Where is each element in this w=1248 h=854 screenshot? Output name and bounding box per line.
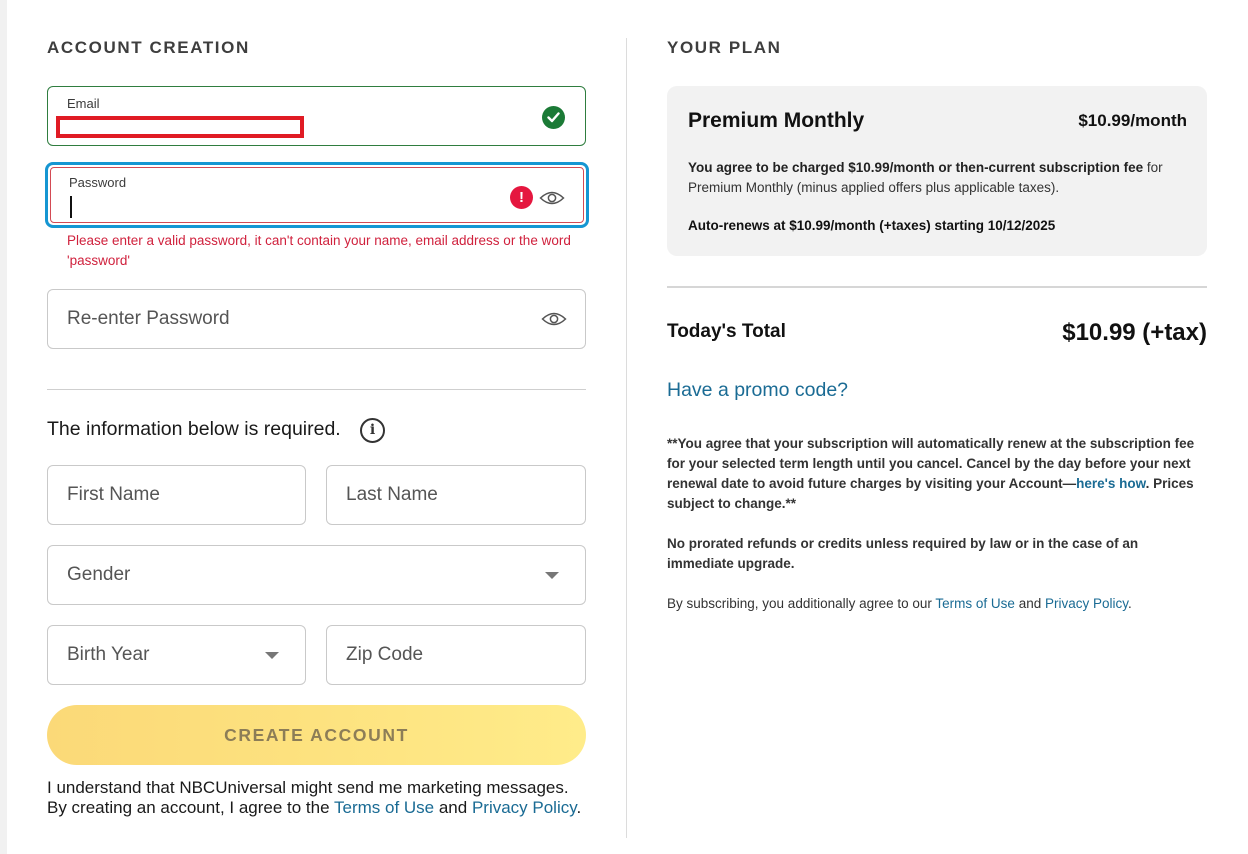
last-name-input[interactable] bbox=[326, 465, 586, 525]
plan-name: Premium Monthly bbox=[688, 109, 865, 132]
gender-placeholder: Gender bbox=[67, 564, 131, 585]
eye-icon[interactable] bbox=[539, 190, 565, 206]
zip-code-input[interactable] bbox=[326, 625, 586, 685]
subscribe-text-part: and bbox=[1014, 596, 1045, 611]
consent-text-part: and bbox=[434, 798, 472, 817]
password-field[interactable] bbox=[45, 162, 589, 228]
plan-description-rest: for Premium Monthly (minus applied offers plus applicable taxes). bbox=[688, 160, 1163, 195]
privacy-policy-link[interactable]: Privacy Policy bbox=[1044, 596, 1129, 611]
birth-year-placeholder: Birth Year bbox=[67, 644, 150, 665]
text-caret bbox=[70, 196, 72, 218]
chevron-down-icon bbox=[545, 572, 559, 579]
email-label: Email bbox=[67, 96, 100, 111]
plan-description-bold: You agree to be charged $10.99/month or then-current subscription fee bbox=[688, 160, 1144, 175]
account-creation-title: ACCOUNT CREATION bbox=[47, 38, 250, 57]
auto-renew-note: Auto-renews at $10.99/month (+taxes) starting 10/12/2025 bbox=[688, 218, 1056, 233]
your-plan-title: YOUR PLAN bbox=[667, 38, 782, 57]
section-divider bbox=[47, 389, 586, 390]
subscribe-text-part: By subscribing, you additionally agree to our bbox=[667, 596, 936, 611]
column-divider bbox=[626, 38, 627, 838]
info-icon[interactable]: i bbox=[360, 418, 385, 443]
birth-year-select[interactable] bbox=[47, 625, 306, 685]
terms-of-use-link[interactable]: Terms of Use bbox=[935, 596, 1015, 611]
last-name-placeholder: Last Name bbox=[346, 484, 438, 505]
refund-legal-text: No prorated refunds or credits unless required by law or in the case of an immediate upgrade. bbox=[667, 536, 1139, 571]
required-note: The information below is required. bbox=[47, 418, 341, 440]
zip-code-placeholder: Zip Code bbox=[346, 644, 424, 665]
reenter-password-field[interactable] bbox=[47, 289, 586, 349]
subscribe-text-part: . bbox=[1128, 596, 1132, 611]
eye-icon[interactable] bbox=[541, 311, 567, 327]
password-label: Password bbox=[69, 175, 127, 190]
renewal-text-part: . Prices subject to change.** bbox=[667, 476, 1194, 511]
promo-code-link[interactable]: Have a promo code? bbox=[667, 379, 849, 401]
page bbox=[7, 0, 1248, 854]
total-divider bbox=[667, 286, 1207, 288]
plan-card bbox=[667, 86, 1207, 256]
todays-total-label: Today's Total bbox=[667, 321, 786, 342]
check-icon bbox=[542, 106, 565, 129]
email-field[interactable] bbox=[47, 86, 586, 146]
redacted-email-value bbox=[56, 116, 304, 138]
plan-price: $10.99/month bbox=[1078, 111, 1187, 130]
subscribe-legal-text bbox=[667, 594, 1207, 614]
privacy-policy-link[interactable]: Privacy Policy bbox=[471, 798, 577, 817]
consent-text-part: . bbox=[576, 798, 582, 817]
password-error-message: Please enter a valid password, it can't contain your name, email address or the word 'password' bbox=[67, 233, 571, 268]
chevron-down-icon bbox=[265, 652, 279, 659]
renewal-legal-text bbox=[667, 434, 1207, 514]
renewal-text-part: **You agree that your subscription will automatically renew at the subscription fee for your selected term length until you cancel. Cancel by the day before your next renewal date to avoid future charges by visiting your Account— bbox=[667, 436, 1195, 491]
heres-how-link[interactable]: here's how bbox=[1076, 476, 1146, 491]
create-account-button[interactable]: CREATE ACCOUNT bbox=[47, 705, 586, 765]
todays-total-value: $10.99 (+tax) bbox=[1062, 319, 1207, 346]
reenter-password-placeholder: Re-enter Password bbox=[67, 308, 230, 329]
plan-description bbox=[688, 158, 1193, 198]
error-icon: ! bbox=[510, 186, 533, 209]
marketing-consent-text bbox=[47, 778, 587, 818]
terms-of-use-link[interactable]: Terms of Use bbox=[333, 798, 435, 817]
first-name-input[interactable] bbox=[47, 465, 306, 525]
consent-text-part: I understand that NBCUniversal might send me marketing messages. By creating an account, I agree to the bbox=[47, 778, 569, 817]
first-name-placeholder: First Name bbox=[67, 484, 160, 505]
gender-select[interactable] bbox=[47, 545, 586, 605]
